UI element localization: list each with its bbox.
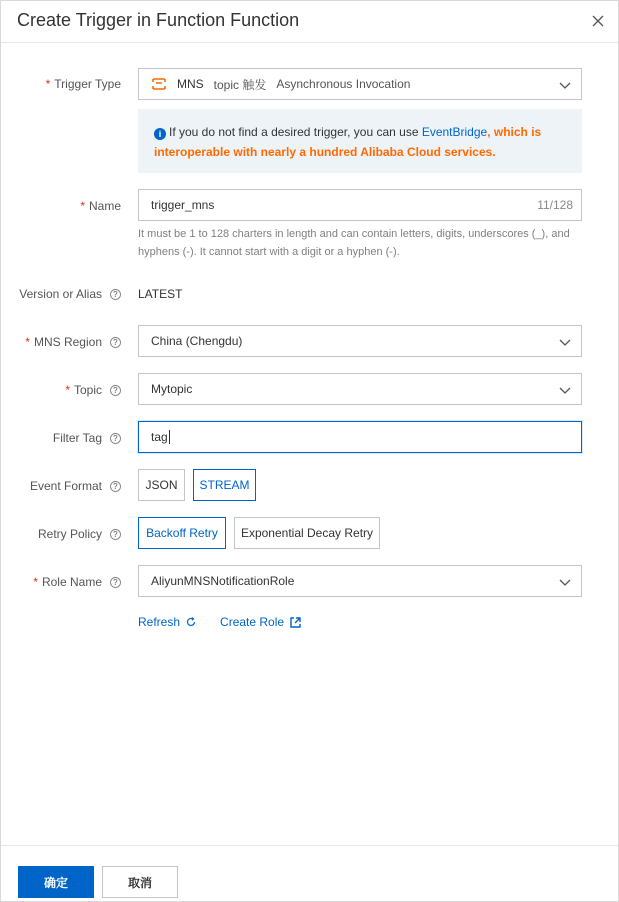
dialog-title: Create Trigger in Function Function — [17, 10, 300, 30]
trigger-type-label: * Trigger Type — [45, 77, 121, 91]
help-icon[interactable]: ? — [110, 433, 121, 444]
dialog-footer — [1, 845, 618, 901]
chevron-down-icon — [559, 79, 571, 91]
version-value: LATEST — [138, 287, 183, 301]
trigger-subtype: topic 触发 — [213, 77, 267, 92]
name-label: * Name — [80, 199, 121, 213]
region-value: China (Chengdu) — [151, 334, 243, 348]
filter-tag-value: tag — [151, 430, 168, 444]
role-select[interactable] — [138, 565, 582, 597]
trigger-invocation: Asynchronous Invocation — [276, 77, 411, 91]
create-role-link[interactable]: Create Role — [220, 615, 301, 629]
chevron-down-icon — [559, 576, 571, 588]
chevron-down-icon — [559, 336, 571, 348]
help-icon[interactable]: ? — [110, 337, 121, 348]
refresh-icon — [186, 617, 196, 627]
confirm-button[interactable]: 确定 — [18, 866, 94, 898]
topic-value: Mytopic — [151, 382, 193, 396]
retry-exponential-option[interactable]: Exponential Decay Retry — [234, 517, 380, 549]
role-actions — [138, 615, 301, 629]
trigger-service: MNS — [177, 77, 204, 91]
mns-icon — [151, 77, 167, 91]
external-link-icon — [290, 617, 301, 628]
cancel-button[interactable]: 取消 — [102, 866, 178, 898]
chevron-down-icon — [559, 384, 571, 396]
role-label: * Role Name ? — [33, 575, 121, 589]
help-icon[interactable]: ? — [110, 289, 121, 300]
help-icon[interactable]: ? — [110, 529, 121, 540]
trigger-type-select[interactable] — [138, 68, 582, 100]
retry-backoff-option[interactable]: Backoff Retry — [138, 517, 226, 549]
event-format-json-option[interactable]: JSON — [138, 469, 185, 501]
topic-select[interactable] — [138, 373, 582, 405]
version-label: Version or Alias ? — [19, 287, 121, 301]
role-value: AliyunMNSNotificationRole — [151, 574, 295, 588]
dialog-header — [1, 1, 618, 43]
region-select[interactable] — [138, 325, 582, 357]
retry-policy-label: Retry Policy ? — [38, 527, 121, 541]
refresh-link[interactable]: Refresh — [138, 615, 196, 629]
close-icon[interactable] — [590, 13, 606, 29]
name-value: trigger_mns — [151, 198, 215, 212]
name-input[interactable] — [138, 189, 582, 221]
help-icon[interactable]: ? — [110, 385, 121, 396]
notice-highlight: , which is interoperable with nearly a hundred Alibaba Cloud services. — [154, 125, 542, 159]
event-format-label: Event Format ? — [30, 479, 121, 493]
name-hint: It must be 1 to 128 charters in length and can contain letters, digits, underscores (_), and hyphens (-). It cannot start with a digit or a hyphen (-). — [138, 228, 570, 258]
name-counter: 11/128 — [537, 198, 573, 212]
event-format-stream-option[interactable]: STREAM — [193, 469, 256, 501]
info-icon: i — [154, 128, 166, 140]
region-label: * MNS Region ? — [25, 335, 121, 349]
help-icon[interactable]: ? — [110, 481, 121, 492]
eventbridge-link[interactable]: EventBridge — [421, 125, 488, 139]
trigger-notice: i If you do not find a desired trigger, you can use EventBridge, which is interoperable with nearly a hundred Alibaba Cloud services. — [138, 109, 582, 173]
filter-tag-label: Filter Tag ? — [53, 431, 121, 445]
filter-tag-input[interactable] — [138, 421, 582, 453]
topic-label: * Topic ? — [65, 383, 121, 397]
help-icon[interactable]: ? — [110, 577, 121, 588]
text-cursor — [169, 430, 170, 444]
